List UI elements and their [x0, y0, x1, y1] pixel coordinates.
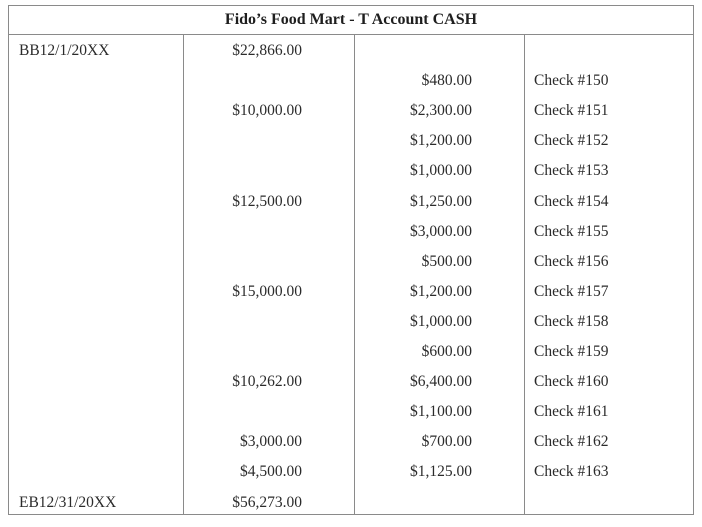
credit-amount: $500.00: [421, 252, 472, 270]
check-reference: Check #162: [534, 433, 609, 451]
table-body: [9, 35, 693, 514]
check-reference: Check #151: [534, 102, 609, 120]
table-row: [9, 187, 693, 217]
check-reference: Check #152: [534, 132, 609, 150]
table-row: [9, 427, 693, 457]
t-account-table: [8, 5, 694, 515]
table-row: [9, 247, 693, 277]
debit-amount: [183, 337, 302, 367]
debit-amount: $22,866.00: [232, 42, 302, 59]
check-reference: Check #150: [534, 72, 609, 90]
check-reference: Check #159: [534, 343, 609, 360]
table-row: [9, 36, 693, 66]
credit-amount: [354, 36, 472, 66]
check-reference: Check #153: [534, 162, 609, 180]
table-row: [9, 277, 693, 307]
table-row: [9, 337, 693, 367]
debit-amount: [183, 397, 302, 427]
debit-amount: $10,000.00: [232, 102, 302, 120]
credit-amount: $6,400.00: [410, 373, 472, 391]
credit-amount: $480.00: [421, 72, 472, 90]
table-row: [9, 367, 693, 397]
table-row: [9, 397, 693, 427]
table-row: [9, 307, 693, 337]
credit-amount: $600.00: [421, 343, 472, 360]
row-label: EB12/31/20XX: [19, 493, 117, 511]
debit-amount: $56,273.00: [232, 493, 302, 511]
debit-amount: [183, 66, 302, 96]
table-row: [9, 217, 693, 247]
debit-amount: [183, 126, 302, 156]
check-reference: Check #155: [534, 222, 609, 240]
credit-amount: $3,000.00: [410, 222, 472, 240]
credit-amount: $2,300.00: [410, 102, 472, 120]
credit-amount: $1,000.00: [410, 162, 472, 180]
credit-amount: $1,200.00: [410, 132, 472, 150]
table-row: [9, 488, 693, 518]
check-reference: Check #156: [534, 252, 609, 270]
credit-amount: $1,125.00: [410, 463, 472, 481]
check-reference: Check #154: [534, 192, 609, 210]
debit-amount: $3,000.00: [240, 433, 302, 451]
debit-amount: $10,262.00: [232, 373, 302, 391]
debit-amount: $15,000.00: [232, 282, 302, 300]
debit-amount: $12,500.00: [232, 192, 302, 210]
credit-amount: $700.00: [421, 433, 472, 451]
check-reference: Check #157: [534, 282, 609, 300]
table-row: [9, 96, 693, 126]
table-row: [9, 66, 693, 96]
check-reference: Check #163: [534, 463, 609, 481]
debit-amount: [183, 247, 302, 277]
credit-amount: $1,250.00: [410, 192, 472, 210]
debit-amount: $4,500.00: [240, 463, 302, 481]
debit-amount: [183, 307, 302, 337]
check-reference: Check #160: [534, 373, 609, 391]
table-row: [9, 156, 693, 186]
credit-amount: $1,000.00: [410, 312, 472, 330]
credit-amount: $1,100.00: [410, 403, 472, 421]
credit-amount: [354, 488, 472, 518]
row-label: BB12/1/20XX: [19, 42, 110, 59]
debit-amount: [183, 217, 302, 247]
check-reference: Check #161: [534, 403, 609, 421]
table-title: Fido’s Food Mart - T Account CASH: [9, 6, 693, 35]
table-row: [9, 126, 693, 156]
credit-amount: $1,200.00: [410, 282, 472, 300]
table-row: [9, 457, 693, 487]
check-reference: Check #158: [534, 312, 609, 330]
debit-amount: [183, 156, 302, 186]
